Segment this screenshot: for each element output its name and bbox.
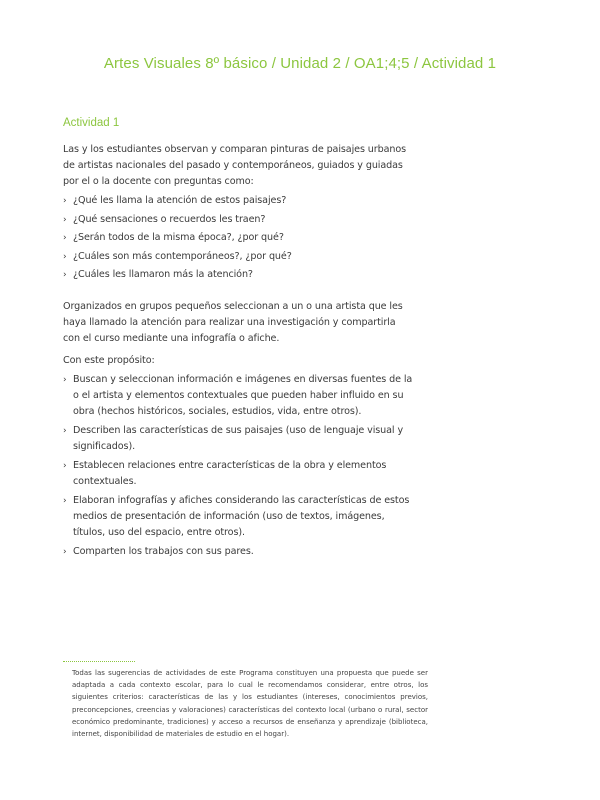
activity-body bbox=[63, 142, 415, 563]
chevron-right-icon: › bbox=[63, 233, 67, 243]
footnote-text: Todas las sugerencias de actividades de este Programa constituyen una propuesta que puede ser adaptada a cada contexto escolar, para lo cual le recomendamos considerar, entre otros, los siguientes criterios: características de las y los estudiantes (intereses, conocimientos previos, preconcepciones, creencias y valoraciones) características del contexto local (urbano o rural, sector económico predominante, tradiciones) y acceso a recursos de enseñanza y aprendizaje (biblioteca, internet, disponibilidad de materiales de estudio en el hogar). bbox=[72, 669, 428, 739]
chevron-right-icon: › bbox=[63, 270, 67, 280]
list-item bbox=[63, 423, 415, 455]
list-item bbox=[63, 493, 415, 541]
list-item bbox=[63, 211, 415, 230]
chevron-right-icon: › bbox=[63, 425, 67, 436]
question-text: ¿Qué les llama la atención de estos paisajes? bbox=[73, 195, 287, 206]
step-text: Comparten los trabajos con sus pares. bbox=[73, 545, 254, 557]
step-text: Elaboran infografías y afiches considerando las características de estos medios de presentación de información (uso de textos, imágenes, títulos, uso del espacio, entre otros). bbox=[73, 494, 410, 538]
page-header-title: Artes Visuales 8º básico / Unidad 2 / OA1;4;5 / Actividad 1 bbox=[103, 55, 497, 72]
intro-paragraph: Las y los estudiantes observan y comparan pinturas de paisajes urbanos de artistas nacionales del pasado y contemporáneos, guiados y guiadas por el o la docente con preguntas como: bbox=[63, 144, 407, 187]
list-item bbox=[63, 266, 415, 285]
list-item bbox=[63, 372, 415, 420]
steps-list bbox=[63, 372, 415, 560]
step-text: Buscan y seleccionan información e imágenes en diversas fuentes de la o el artista y elementos contextuales que pueden haber influido en su obra (hechos históricos, sociales, estudios, vida, entre otros). bbox=[73, 373, 413, 417]
question-text: ¿Cuáles son más contemporáneos?, ¿por qué? bbox=[73, 250, 292, 262]
question-text: ¿Qué sensaciones o recuerdos les traen? bbox=[73, 213, 266, 225]
list-item bbox=[63, 229, 415, 248]
question-text: ¿Serán todos de la misma época?, ¿por qué? bbox=[73, 232, 284, 243]
list-item bbox=[63, 458, 415, 490]
purpose-label: Con este propósito: bbox=[63, 354, 155, 366]
chevron-right-icon: › bbox=[63, 460, 67, 471]
chevron-right-icon: › bbox=[63, 196, 67, 206]
group-task-paragraph: Organizados en grupos pequeños seleccionan a un o una artista que les haya llamado la atención para realizar una investigación y compartirla con el curso mediante una infografía o afiche. bbox=[63, 300, 403, 344]
footnote-divider bbox=[63, 661, 135, 662]
list-item bbox=[63, 192, 415, 211]
activity-title: Actividad 1 bbox=[63, 117, 120, 129]
step-text: Establecen relaciones entre características de la obra y elementos contextuales. bbox=[73, 459, 387, 487]
step-text: Describen las características de sus paisajes (uso de lenguaje visual y significados). bbox=[73, 424, 404, 452]
chevron-right-icon: › bbox=[63, 251, 67, 262]
list-item bbox=[63, 248, 415, 267]
question-list bbox=[63, 192, 415, 285]
chevron-right-icon: › bbox=[63, 374, 67, 385]
chevron-right-icon: › bbox=[63, 214, 67, 225]
list-item bbox=[63, 544, 415, 560]
question-text: ¿Cuáles les llamaron más la atención? bbox=[73, 269, 253, 280]
chevron-right-icon: › bbox=[63, 546, 67, 557]
chevron-right-icon: › bbox=[63, 495, 67, 506]
